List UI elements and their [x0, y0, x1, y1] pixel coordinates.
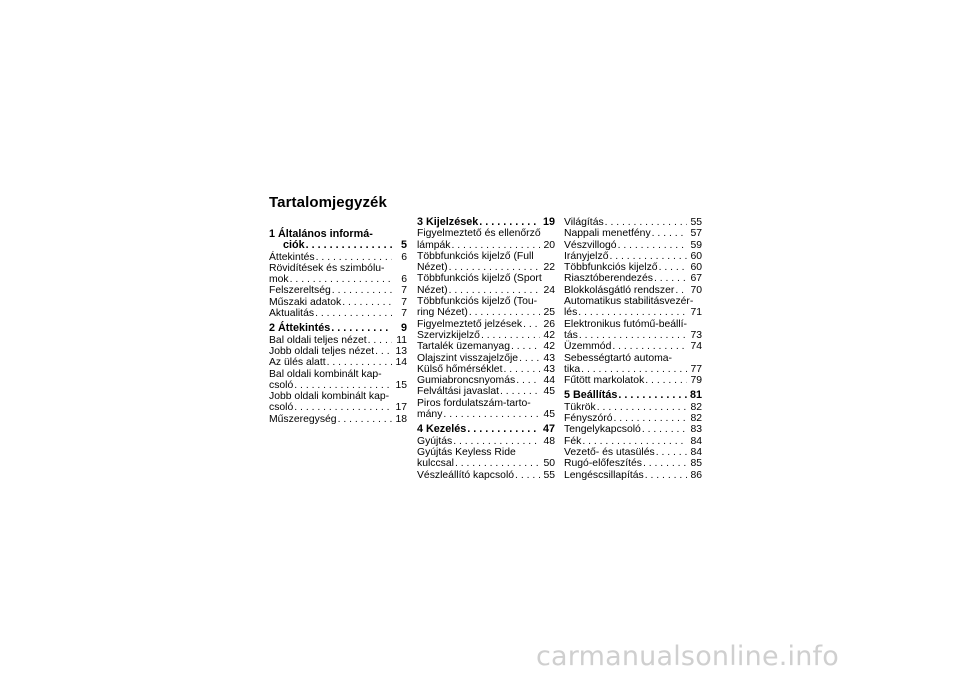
toc-entry[interactable] [564, 458, 702, 469]
toc-entry-text: Sebességtartó automa- [564, 352, 673, 364]
toc-entry-line [269, 252, 407, 263]
toc-entry[interactable] [417, 364, 555, 375]
toc-entry-line [564, 285, 702, 296]
toc-entry[interactable] [564, 470, 702, 481]
toc-entry-text: Felszereltség [269, 285, 331, 297]
toc-entry-text: Piros fordulatszám-tarto- [417, 397, 531, 409]
dot-leader [294, 380, 392, 391]
dot-leader [618, 240, 687, 251]
dot-leader [609, 251, 687, 262]
dot-leader [306, 240, 392, 251]
toc-entry-text: Jobb oldali kombinált kap- [269, 391, 390, 403]
toc-entry-text: Lengéscsillapítás [564, 469, 644, 481]
dot-leader [453, 436, 540, 447]
dot-leader [515, 470, 540, 481]
toc-entry-line [564, 273, 702, 284]
dot-leader [579, 330, 687, 341]
toc-entry-line [417, 470, 555, 481]
toc-entry-line [564, 341, 702, 352]
toc-entry-text: 1 Általános informá- [269, 228, 373, 240]
dot-leader [581, 364, 687, 375]
toc-column-2 [417, 217, 555, 481]
toc-entry-line [269, 274, 407, 285]
toc-entry[interactable] [564, 413, 702, 424]
toc-page-number: 77 [690, 363, 702, 375]
toc-entry[interactable] [269, 252, 407, 263]
toc-entry-line [269, 402, 407, 413]
dot-leader [605, 217, 687, 228]
toc-entry-line [564, 447, 702, 458]
toc-entry-text: Rugó-előfeszítés [564, 458, 642, 470]
toc-entry-text: Üzemmód [564, 341, 612, 353]
toc-entry[interactable] [269, 263, 407, 286]
toc-page-number: 17 [395, 402, 407, 414]
toc-entry-line [269, 380, 407, 391]
dot-leader [479, 217, 540, 228]
toc-entry-line [417, 262, 555, 273]
toc-entry-text: Fűtött markolatok [564, 375, 645, 387]
toc-entry[interactable] [564, 285, 702, 296]
toc-entry-line [564, 262, 702, 273]
toc-entry-text: Többfunkciós kijelző (Sport [417, 273, 542, 285]
toc-entry-text: Blokkolásgátló rendszer [564, 284, 675, 296]
toc-page-number: 82 [690, 401, 702, 413]
toc-entry-text: Gyújtás Keyless Ride [417, 446, 516, 458]
dot-leader [643, 458, 687, 469]
toc-entry-line [269, 297, 407, 308]
toc-entry[interactable] [269, 391, 407, 414]
toc-entry-text: Irányjelző [564, 250, 609, 262]
toc-page-number: 59 [690, 239, 702, 251]
toc-entry-line [417, 217, 555, 228]
dot-leader [455, 458, 540, 469]
toc-page-number: 55 [690, 217, 702, 228]
toc-entry[interactable] [564, 296, 702, 319]
toc-entry-line [417, 341, 555, 352]
toc-entry[interactable] [564, 447, 702, 458]
toc-entry[interactable] [564, 424, 702, 435]
toc-entry-text: Tartalék üzemanyag [417, 341, 510, 353]
dot-leader [614, 413, 687, 424]
toc-page-number: 81 [689, 389, 702, 402]
toc-entry-text: csoló [269, 402, 294, 414]
toc-entry-line [564, 413, 702, 424]
toc-page-number: 79 [690, 375, 702, 387]
toc-entry[interactable] [417, 330, 555, 341]
toc-entry-text: Fényszóró [564, 413, 613, 425]
toc-entry-line [564, 375, 702, 386]
toc-entry[interactable] [564, 436, 702, 447]
toc-entry-text: Műszaki adatok [269, 296, 342, 308]
toc-entry-text: Világítás [564, 217, 604, 228]
toc-entry-line [269, 240, 407, 251]
toc-entry-text: tás [564, 329, 578, 341]
toc-entry-text: Az ülés alatt [269, 357, 326, 369]
toc-entry-line [417, 375, 555, 386]
toc-entry-line [269, 346, 407, 357]
toc-entry-line [564, 217, 702, 228]
toc-entry[interactable] [564, 262, 702, 273]
dot-leader [375, 346, 392, 357]
toc-page-number: 25 [543, 307, 555, 319]
dot-leader [645, 375, 687, 386]
dot-leader [332, 285, 392, 296]
toc-entry[interactable] [417, 319, 555, 330]
dot-leader [503, 364, 540, 375]
toc-entry-text: Tükrök [564, 401, 596, 413]
toc-entry-text: 5 Beállítás [564, 389, 618, 402]
toc-entry[interactable] [417, 398, 555, 421]
dot-leader [467, 424, 540, 435]
toc-entry-text: Gyújtás [417, 435, 453, 447]
toc-entry-line [417, 458, 555, 469]
toc-entry-line [417, 285, 555, 296]
toc-entry-text: Bal oldali teljes nézet [269, 334, 367, 346]
toc-entry-line [269, 414, 407, 425]
dot-leader [290, 274, 392, 285]
toc-entry[interactable] [417, 228, 555, 251]
dot-leader [612, 341, 687, 352]
toc-page-number: 19 [542, 216, 555, 228]
toc-page-number: 9 [400, 322, 407, 335]
toc-entry-text: Riasztóberendezés [564, 273, 653, 285]
dot-leader [327, 357, 392, 368]
toc-entry-line [564, 458, 702, 469]
toc-entry-text: Vezető- és utasülés [564, 446, 655, 458]
toc-entry-text: ciók [283, 239, 305, 252]
toc-entry-line [564, 470, 702, 481]
toc-entry-text: Többfunkciós kijelző (Tou- [417, 296, 538, 308]
toc-entry-line [564, 307, 702, 318]
toc-entry-line [564, 240, 702, 251]
toc-page-number: 86 [690, 469, 702, 481]
toc-entry-line [564, 424, 702, 435]
dot-leader [316, 252, 392, 263]
toc-page-number: 24 [543, 284, 555, 296]
dot-leader [618, 390, 687, 401]
toc-section[interactable] [269, 229, 407, 252]
toc-page-number: 85 [690, 458, 702, 470]
toc-page-number: 22 [543, 262, 555, 274]
toc-page-number: 11 [396, 334, 407, 346]
toc-entry-text: Szervizkijelző [417, 329, 480, 341]
toc-entry-text: Többfunkciós kijelző [564, 262, 658, 274]
toc-page-number: 57 [690, 228, 702, 240]
toc-page-number: 7 [401, 308, 407, 320]
toc-entry-text: Vészleállító kapcsoló [417, 469, 515, 481]
toc-entry-line [269, 335, 407, 346]
toc-entry-text: 3 Kijelzések [417, 216, 479, 228]
toc-page-number: 42 [543, 329, 555, 341]
dot-leader [645, 470, 687, 481]
toc-entry-text: lámpák [417, 239, 451, 251]
toc-entry-line [417, 330, 555, 341]
toc-entry-text: Bal oldali kombinált kap- [269, 368, 382, 380]
dot-leader [294, 402, 392, 413]
toc-entry-line [564, 436, 702, 447]
toc-entry[interactable] [417, 447, 555, 470]
toc-page-number: 82 [690, 413, 702, 425]
toc-entry-text: Elektronikus futómű-beállí- [564, 318, 688, 330]
toc-entry[interactable] [269, 285, 407, 296]
dot-leader [338, 414, 392, 425]
toc-entry[interactable] [417, 386, 555, 397]
toc-page-number: 55 [543, 469, 555, 481]
toc-section[interactable] [564, 390, 702, 401]
toc-entry-text: Aktualitás [269, 308, 315, 320]
toc-entry-line [564, 364, 702, 375]
toc-entry[interactable] [564, 375, 702, 386]
toc-entry-text: Fék [564, 435, 582, 447]
toc-page-number: 6 [401, 251, 407, 263]
toc-entry-text: Automatikus stabilitásvezér- [564, 296, 694, 308]
dot-leader [449, 285, 540, 296]
toc-page-number: 71 [690, 307, 702, 319]
toc-section[interactable] [417, 217, 555, 228]
toc-entry-line [269, 285, 407, 296]
toc-entry[interactable] [269, 357, 407, 368]
dot-leader [500, 386, 540, 397]
toc-page-number: 84 [690, 446, 702, 458]
page-title: Tartalomjegyzék [269, 194, 387, 211]
toc-entry[interactable] [417, 353, 555, 364]
toc-page-number: 18 [395, 413, 407, 425]
toc-entry[interactable] [269, 414, 407, 425]
toc-page-number: 60 [690, 262, 702, 274]
toc-entry-line [417, 240, 555, 251]
dot-leader [642, 424, 687, 435]
toc-page-number: 6 [401, 274, 407, 286]
toc-entry[interactable] [417, 296, 555, 319]
toc-entry-text: Áttekintés [269, 251, 315, 263]
toc-entry-line [417, 424, 555, 435]
dot-leader [675, 285, 687, 296]
toc-page-number: 73 [690, 329, 702, 341]
toc-page-number: 7 [401, 285, 407, 297]
toc-entry-text: Olajszint visszajelzője [417, 352, 519, 364]
toc-entry-line [564, 402, 702, 413]
toc-entry-text: Nézet) [417, 284, 448, 296]
toc-entry-text: ring Nézet) [417, 307, 468, 319]
toc-entry-text: Figyelmeztető jelzések [417, 318, 523, 330]
toc-entry-text: 4 Kezelés [417, 423, 467, 436]
toc-entry-text: mok [269, 274, 289, 286]
dot-leader [656, 447, 687, 458]
watermark: carmanualsonline.info [536, 641, 839, 672]
dot-leader [523, 319, 540, 330]
toc-entry-text: mány [417, 409, 443, 421]
dot-leader [452, 240, 541, 251]
toc-entry[interactable] [269, 369, 407, 392]
toc-entry[interactable] [417, 273, 555, 296]
toc-page-number: 47 [542, 423, 555, 436]
toc-entry-line [564, 228, 702, 239]
dot-leader [519, 353, 540, 364]
toc-entry[interactable] [417, 375, 555, 386]
dot-leader [342, 297, 392, 308]
toc-entry-line [417, 364, 555, 375]
toc-entry[interactable] [564, 251, 702, 262]
dot-leader [597, 402, 687, 413]
toc-page-number: 5 [400, 239, 407, 252]
toc-entry-line [564, 330, 702, 341]
toc-page-number: 48 [543, 435, 555, 447]
dot-leader [578, 307, 687, 318]
dot-leader [654, 273, 687, 284]
toc-entry-text: 2 Áttekintés [269, 322, 331, 335]
toc-entry-text: Nézet) [417, 262, 448, 274]
toc-entry[interactable] [269, 346, 407, 357]
toc-entry[interactable] [564, 341, 702, 352]
dot-leader [331, 323, 392, 334]
toc-entry-line [269, 308, 407, 319]
toc-entry-text: kulccsal [417, 458, 454, 470]
toc-entry-text: Jobb oldali teljes nézet [269, 345, 375, 357]
dot-leader [469, 307, 540, 318]
toc-page-number: 44 [543, 375, 555, 387]
toc-entry-line [417, 319, 555, 330]
toc-entry[interactable] [564, 217, 702, 228]
dot-leader [516, 375, 540, 386]
toc-page-number: 15 [395, 379, 407, 391]
toc-entry-text: Rövidítések és szimbólu- [269, 262, 385, 274]
toc-entry-line [417, 386, 555, 397]
toc-column-1 [269, 229, 407, 425]
toc-entry-text: Nappali menetfény [564, 228, 651, 240]
toc-entry-text: Tengelykapcsoló [564, 424, 641, 436]
toc-entry[interactable] [564, 402, 702, 413]
dot-leader [449, 262, 540, 273]
toc-entry[interactable] [564, 228, 702, 239]
toc-entry-line [564, 390, 702, 401]
toc-page-number: 20 [543, 239, 555, 251]
toc-entry-text: Többfunkciós kijelző (Full [417, 250, 534, 262]
toc-section[interactable] [417, 424, 555, 435]
toc-entry-text: Figyelmeztető és ellenőrző [417, 228, 541, 240]
toc-entry-text: Műszeregység [269, 413, 337, 425]
toc-entry-text: Felváltási javaslat [417, 386, 500, 398]
dot-leader [652, 228, 687, 239]
toc-entry-line [417, 353, 555, 364]
toc-column-3 [564, 217, 702, 481]
toc-entry-line [417, 307, 555, 318]
dot-leader [582, 436, 687, 447]
dot-leader [315, 308, 392, 319]
toc-page-number: 74 [690, 341, 702, 353]
toc-entry[interactable] [269, 308, 407, 319]
toc-entry[interactable] [417, 436, 555, 447]
dot-leader [511, 341, 540, 352]
toc-page-number: 42 [543, 341, 555, 353]
toc-entry-text: tika [564, 363, 581, 375]
toc-entry-line [417, 409, 555, 420]
toc-entry[interactable] [417, 251, 555, 274]
toc-entry[interactable] [269, 335, 407, 346]
toc-entry[interactable] [417, 470, 555, 481]
toc-page-number: 13 [395, 345, 407, 357]
dot-leader [481, 330, 540, 341]
toc-page-number: 7 [401, 296, 407, 308]
toc-page-number: 45 [543, 409, 555, 421]
toc-page-number: 14 [395, 357, 407, 369]
dot-leader [368, 335, 392, 346]
toc-entry[interactable] [417, 341, 555, 352]
toc-entry[interactable] [564, 353, 702, 376]
toc-page-number: 84 [690, 435, 702, 447]
toc-page-number: 43 [543, 352, 555, 364]
toc-entry[interactable] [564, 240, 702, 251]
toc-page-number: 43 [543, 363, 555, 375]
toc-page-number: 45 [543, 386, 555, 398]
toc-entry-text: Külső hőmérséklet [417, 363, 503, 375]
toc-page-number: 60 [690, 250, 702, 262]
toc-entry-line [417, 436, 555, 447]
toc-entry-line [269, 357, 407, 368]
toc-entry-line [269, 323, 407, 334]
toc-entry-text: csoló [269, 379, 294, 391]
toc-page-number: 67 [690, 273, 702, 285]
toc-entry-line [564, 251, 702, 262]
toc-page-number: 83 [690, 424, 702, 436]
toc-page-number: 26 [543, 318, 555, 330]
toc-page-number: 70 [690, 284, 702, 296]
toc-entry[interactable] [564, 319, 702, 342]
dot-leader [659, 262, 687, 273]
toc-entry-text: Gumiabroncsnyomás [417, 375, 516, 387]
dot-leader [443, 409, 540, 420]
toc-section[interactable] [269, 323, 407, 334]
toc-entry[interactable] [269, 297, 407, 308]
toc-page-number: 50 [543, 458, 555, 470]
toc-entry-text: lés [564, 307, 578, 319]
toc-entry[interactable] [564, 273, 702, 284]
toc-entry-text: Vészvillogó [564, 239, 617, 251]
